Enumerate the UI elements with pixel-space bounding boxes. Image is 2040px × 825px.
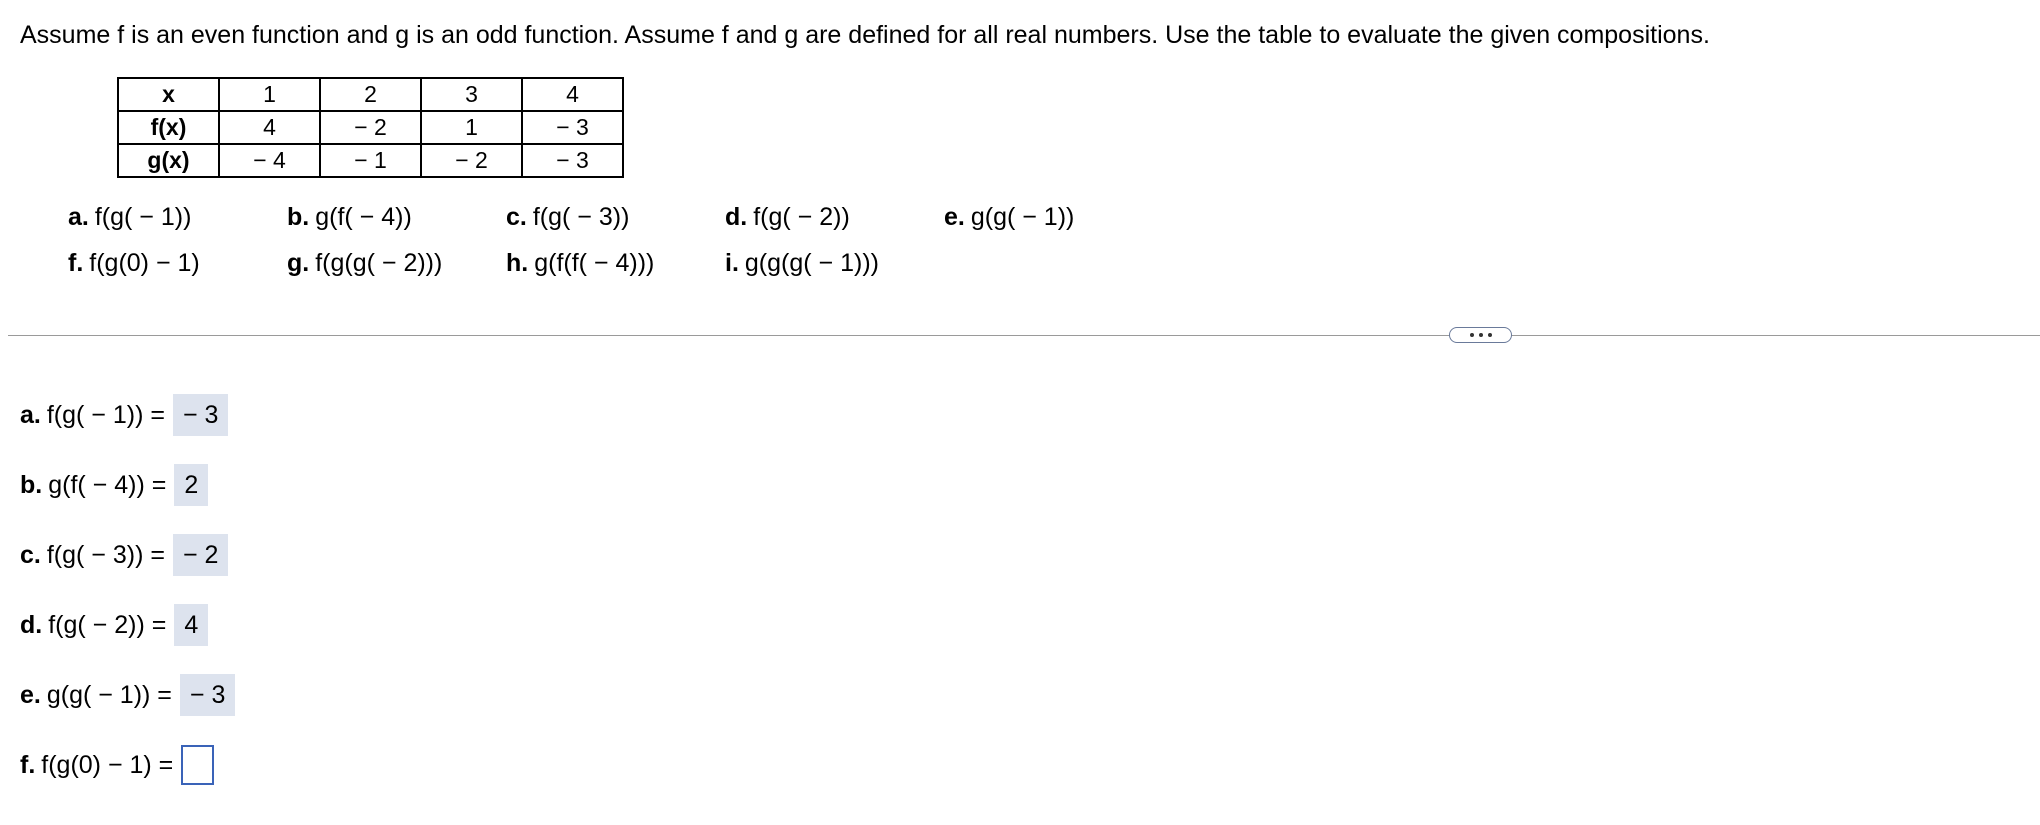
answer-letter: a. (20, 400, 41, 429)
table-cell: 4 (522, 78, 623, 111)
part-letter: f. (68, 249, 84, 277)
part-expression: g(g(g( − 1))) (744, 249, 879, 277)
part-expression: f(g( − 1)) (94, 203, 192, 231)
part-c (506, 202, 725, 232)
part-expression: f(g(g( − 2))) (315, 249, 443, 277)
part-letter: h. (506, 249, 529, 277)
question-text: Assume f is an even function and g is an odd function. Assume f and g are defined for all real numbers. Use the table to evaluate the given compositions. (20, 21, 1710, 49)
table-cell: − 3 (522, 111, 623, 144)
composition-list (68, 202, 1163, 278)
function-table (117, 77, 624, 178)
table-cell: 4 (219, 111, 320, 144)
more-options-button[interactable] (1449, 327, 1512, 343)
part-i (725, 248, 944, 278)
part-f (68, 248, 287, 278)
answer-letter: f. (20, 750, 36, 779)
table-cell: − 2 (320, 111, 421, 144)
answer-row-b (20, 464, 235, 506)
part-b (287, 202, 506, 232)
answer-value[interactable]: 2 (174, 464, 208, 506)
answer-row-d (20, 604, 235, 646)
table-row-fx (118, 111, 623, 144)
part-letter: b. (287, 203, 310, 231)
answer-expression: g(g( − 1)) = (46, 680, 172, 709)
answer-row-f (20, 744, 235, 786)
part-letter: g. (287, 249, 310, 277)
answer-value[interactable]: 4 (174, 604, 208, 646)
section-divider (8, 335, 2040, 336)
table-cell: 1 (421, 111, 522, 144)
part-letter: c. (506, 203, 527, 231)
answer-row-c (20, 534, 235, 576)
part-g (287, 248, 506, 278)
part-letter: a. (68, 203, 89, 231)
part-expression: f(g( − 2)) (753, 203, 850, 231)
answer-value[interactable]: − 3 (180, 674, 235, 716)
answer-expression: f(g( − 1)) = (46, 400, 165, 429)
part-letter: e. (944, 203, 965, 231)
row-header: g(x) (118, 144, 219, 177)
table-cell: − 4 (219, 144, 320, 177)
part-a (68, 202, 287, 232)
answer-letter: e. (20, 680, 41, 709)
answer-input-f[interactable] (181, 745, 214, 785)
answer-row-e (20, 674, 235, 716)
row-header: f(x) (118, 111, 219, 144)
answer-letter: b. (20, 470, 43, 499)
part-expression: g(f(f( − 4))) (534, 249, 655, 277)
table-cell: − 2 (421, 144, 522, 177)
answer-expression: f(g(0) − 1) = (41, 750, 174, 779)
part-expression: f(g( − 3)) (532, 203, 630, 231)
table-cell: 2 (320, 78, 421, 111)
part-d (725, 202, 944, 232)
table-row-x (118, 78, 623, 111)
answer-value[interactable]: − 3 (173, 394, 228, 436)
table-cell: 3 (421, 78, 522, 111)
answer-expression: g(f( − 4)) = (48, 470, 167, 499)
part-letter: i. (725, 249, 739, 277)
part-h (506, 248, 725, 278)
answer-row-a (20, 394, 235, 436)
ellipsis-icon (1470, 333, 1492, 337)
row-header: x (118, 78, 219, 111)
part-expression: g(g( − 1)) (970, 203, 1075, 231)
answer-expression: f(g( − 3)) = (46, 540, 165, 569)
part-e (944, 202, 1163, 232)
table-row-gx (118, 144, 623, 177)
answer-value[interactable]: − 2 (173, 534, 228, 576)
part-letter: d. (725, 203, 748, 231)
part-expression: g(f( − 4)) (315, 203, 412, 231)
answer-letter: d. (20, 610, 43, 639)
answer-expression: f(g( − 2)) = (48, 610, 167, 639)
table-cell: − 3 (522, 144, 623, 177)
table-cell: 1 (219, 78, 320, 111)
answer-letter: c. (20, 540, 41, 569)
table-cell: − 1 (320, 144, 421, 177)
part-expression: f(g(0) − 1) (89, 249, 200, 277)
answer-section (20, 394, 235, 814)
